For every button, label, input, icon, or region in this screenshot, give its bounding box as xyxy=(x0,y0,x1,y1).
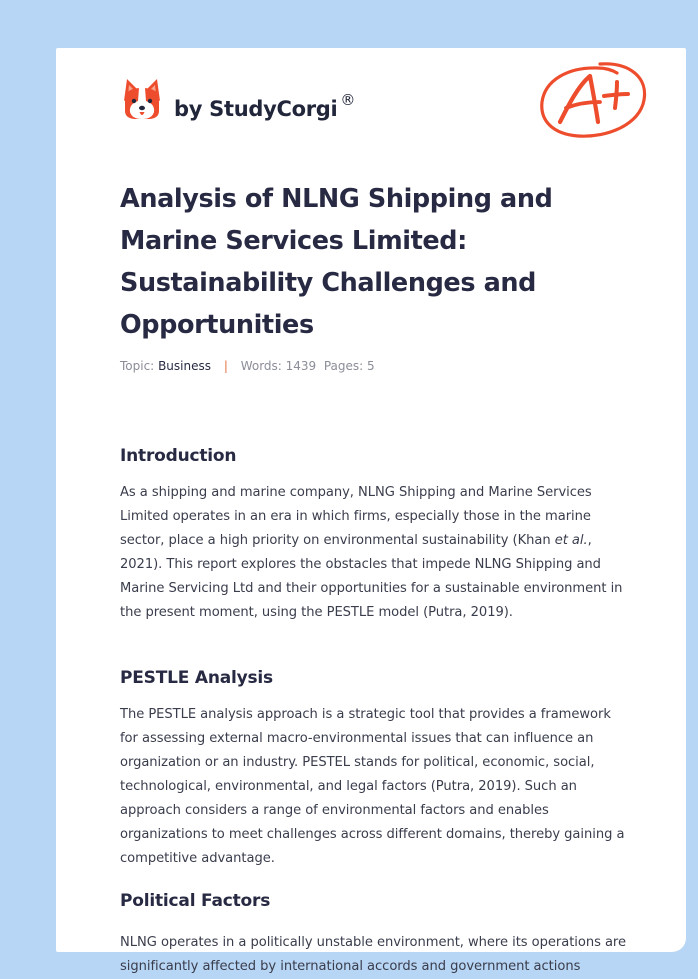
article xyxy=(120,178,632,974)
article-meta xyxy=(120,357,632,375)
section-paragraph-political: NLNG operates in a politically unstable environment, where its operations are significantly affected by international accords and government actions xyxy=(120,935,626,974)
section-heading-introduction: Introduction xyxy=(120,446,237,466)
word-count: Words: 1439 xyxy=(240,359,317,373)
topic-label: Topic: xyxy=(120,359,155,373)
corgi-logo-icon xyxy=(122,77,162,121)
a-plus-grade-icon xyxy=(538,58,650,140)
page-count: Pages: 5 xyxy=(323,359,375,373)
citation-et-al: et al. xyxy=(554,533,588,548)
section-paragraph-pestle: The PESTLE analysis approach is a strategic tool that provides a framework for assessing external macro-environmental issues that can influence an organization or an industry. PESTEL stands for political, economic, social, technological, environmental, and legal factors (Putra, 2019). Such an approach considers a range of environmental factors and enables organizations to meet challenges across different domains, thereby gaining a competitive advantage. xyxy=(120,707,625,866)
header xyxy=(56,48,686,158)
topic-link[interactable]: Business xyxy=(158,359,211,373)
document-page xyxy=(56,48,686,974)
grade-label xyxy=(56,48,57,49)
meta-separator: | xyxy=(223,359,228,373)
section-paragraph-introduction: As a shipping and marine company, NLNG Shipping and Marine Services Limited operates in an era in which firms, especially those in the marine sector, place a high priority on environmental sustainability (Khan et al., 2021). This report explores the obstacles that impede NLNG Shipping and Marine Servicing Ltd and their opportunities for a sustainable environment in the present moment, using the PESTLE model (Putra, 2019). xyxy=(120,485,623,620)
section-heading-pestle: PESTLE Analysis xyxy=(120,668,273,688)
article-title: Analysis of NLNG Shipping and Marine Services Limited: Sustainability Challenges and Opportunities xyxy=(120,184,553,340)
registered-mark: ® xyxy=(340,91,356,109)
section-heading-political: Political Factors xyxy=(120,891,271,911)
brand-name[interactable]: by StudyCorgi ® xyxy=(174,91,356,121)
